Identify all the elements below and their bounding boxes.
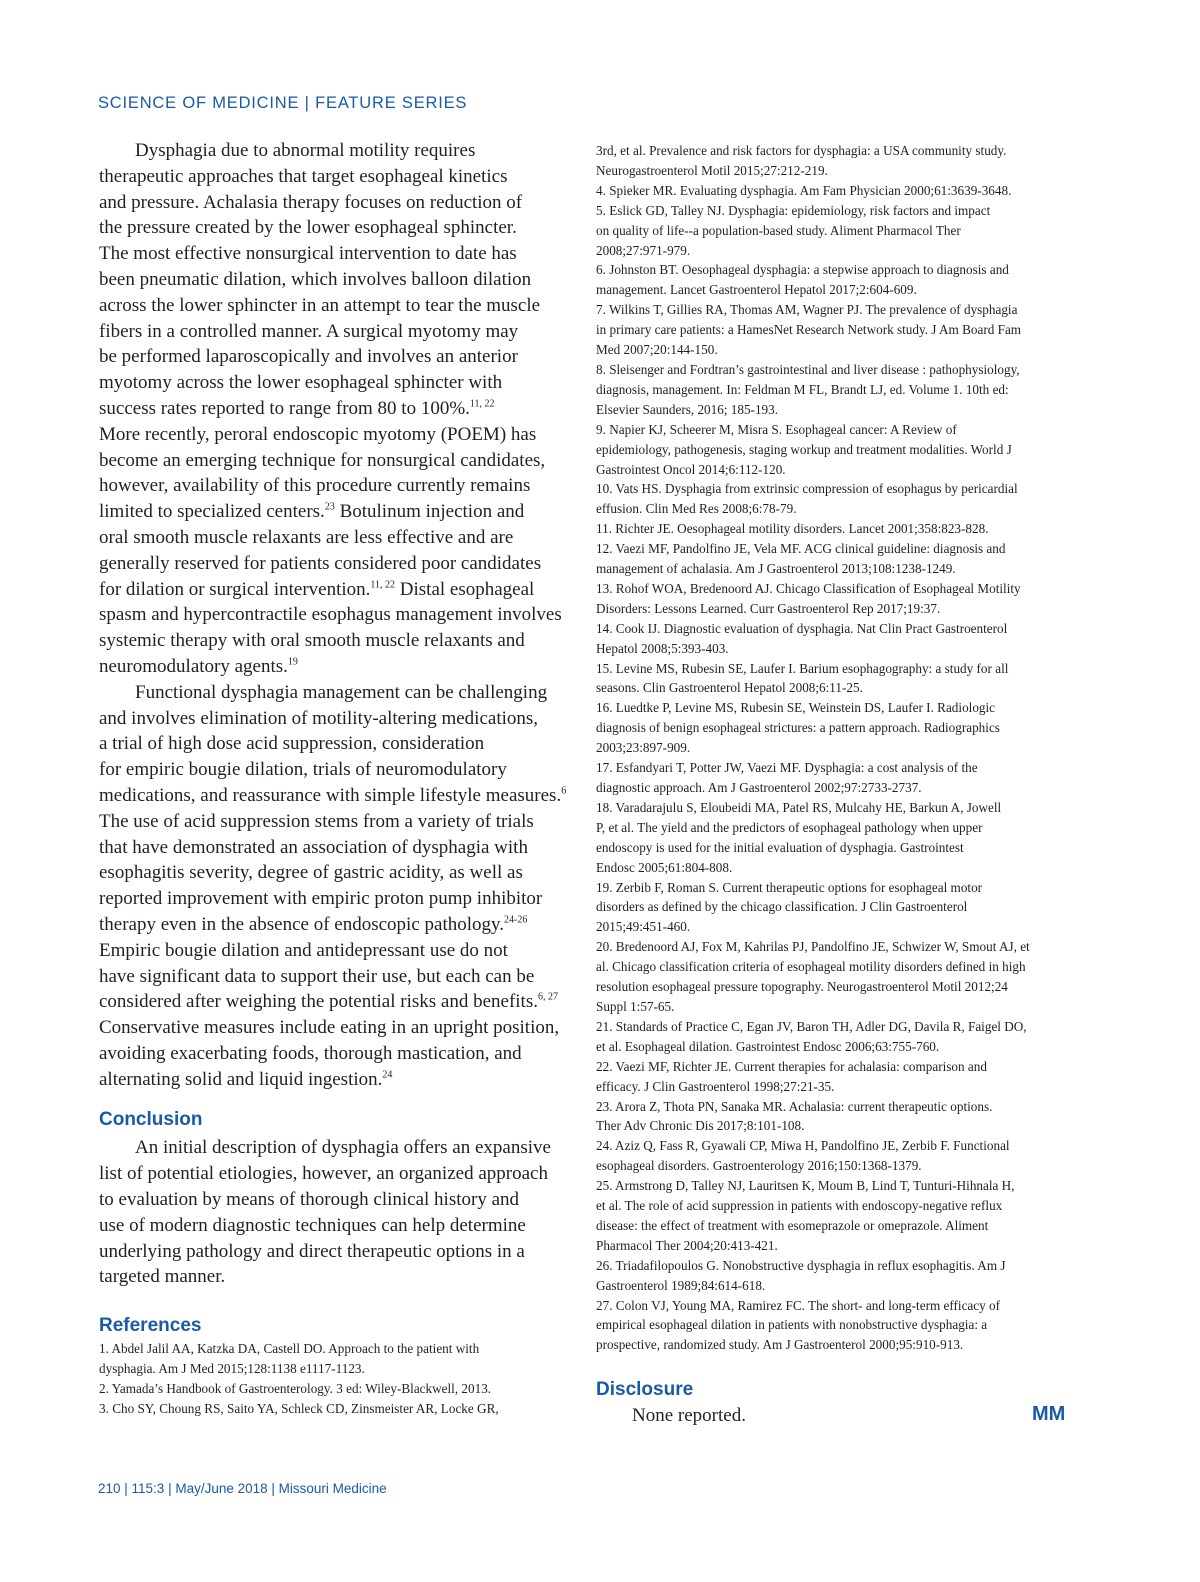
body-line: The most effective nonsurgical intervention to date has — [99, 243, 517, 265]
citation-sup: 19 — [287, 656, 298, 668]
reference-line: 17. Esfandyari T, Potter JW, Vaezi MF. Dysphagia: a cost analysis of the — [596, 760, 978, 776]
reference-line: management. Lancet Gastroenterol Hepatol 2017;2:604-609. — [596, 282, 917, 298]
reference-line: efficacy. J Clin Gastroenterol 1998;27:21-35. — [596, 1078, 835, 1094]
conclusion-line: underlying pathology and direct therapeutic options in a — [99, 1240, 525, 1262]
references-heading: References — [99, 1315, 202, 1337]
reference-line: 7. Wilkins T, Gillies RA, Thomas AM, Wagner PJ. The prevalence of dysphagia — [596, 302, 1018, 318]
right-column — [596, 141, 1072, 1427]
reference-line: on quality of life--a population-based study. Aliment Pharmacol Ther — [596, 222, 961, 238]
series-header: SCIENCE OF MEDICINE | FEATURE SERIES — [98, 94, 468, 112]
reference-line: 2015;49:451-460. — [596, 919, 691, 935]
left-column — [99, 138, 569, 1419]
body-line: More recently, peroral endoscopic myotomy (POEM) has — [99, 423, 537, 445]
conclusion-line: to evaluation by means of thorough clinical history and — [99, 1189, 520, 1211]
reference-line: 11. Richter JE. Oesophageal motility disorders. Lancet 2001;358:823-828. — [596, 521, 989, 537]
reference-line: 4. Spieker MR. Evaluating dysphagia. Am Fam Physician 2000;61:3639-3648. — [596, 182, 1012, 198]
body-line: Dysphagia due to abnormal motility requires — [135, 140, 476, 161]
reference-line: 12. Vaezi MF, Pandolfino JE, Vela MF. ACG clinical guideline: diagnosis and — [596, 541, 1006, 557]
references-right — [596, 141, 1072, 1355]
citation-sup: 11, 22 — [370, 579, 396, 591]
reference-line: esophageal disorders. Gastroenterology 2016;150:1368-1379. — [596, 1158, 922, 1174]
body-line: therapeutic approaches that target esophageal kinetics — [99, 165, 508, 187]
reference-line: 2003;23:897-909. — [596, 740, 691, 756]
reference-line: 14. Cook IJ. Diagnostic evaluation of dysphagia. Nat Clin Pract Gastroenterol — [596, 620, 1008, 636]
conclusion-line: targeted manner. — [99, 1266, 226, 1288]
reference-line: management of achalasia. Am J Gastroenterol 2013;108:1238-1249. — [596, 561, 956, 577]
body-line: the pressure created by the lower esophageal sphincter. — [99, 217, 517, 239]
reference-line: Disorders: Lessons Learned. Curr Gastroenterol Rep 2017;19:37. — [596, 600, 941, 616]
body-line: medications, and reassurance with simple lifestyle measures.$^6$ — [99, 784, 567, 806]
body-line: a trial of high dose acid suppression, consideration — [99, 733, 485, 755]
reference-line: 9. Napier KJ, Scheerer M, Misra S. Esophageal cancer: A Review of — [596, 421, 957, 437]
reference-line: 24. Aziz Q, Fass R, Gyawali CP, Miwa H, Pandolfino JE, Zerbib F. Functional — [596, 1138, 1010, 1154]
body-text — [99, 138, 569, 1092]
reference-line: disease: the effect of treatment with esomeprazole or omeprazole. Aliment — [596, 1217, 989, 1233]
body-line: Empiric bougie dilation and antidepressant use do not — [99, 939, 508, 961]
body-line: limited to specialized centers.$^{23}$ Botulinum injection and — [99, 501, 525, 523]
reference-line: Elsevier Saunders, 2016; 185-193. — [596, 401, 779, 417]
reference-line: 13. Rohof WOA, Bredenoord AJ. Chicago Classification of Esophageal Motility — [596, 580, 1021, 596]
reference-line: 5. Eslick GD, Talley NJ. Dysphagia: epidemiology, risk factors and impact — [596, 202, 991, 218]
body-line: Functional dysphagia management can be challenging — [135, 681, 548, 703]
reference-line: 23. Arora Z, Thota PN, Sanaka MR. Achalasia: current therapeutic options. — [596, 1098, 993, 1114]
conclusion-text — [99, 1135, 569, 1290]
reference-line: epidemiology, pathogenesis, staging workup and treatment modalities. World J — [596, 441, 1012, 457]
reference-line: Gastrointest Oncol 2014;6:112-120. — [596, 461, 786, 477]
reference-line: endoscopy is used for the initial evaluation of dysphagia. Gastrointest — [596, 839, 964, 855]
reference-line: 10. Vats HS. Dysphagia from extrinsic compression of esophagus by pericardial — [596, 481, 1018, 497]
body-line: generally reserved for patients considered poor candidates — [99, 552, 542, 574]
reference-line: 25. Armstrong D, Talley NJ, Lauritsen K, Moum B, Lind T, Tunturi-Hihnala H, — [596, 1178, 1015, 1194]
body-line: The use of acid suppression stems from a variety of trials — [99, 810, 534, 832]
body-line: therapy even in the absence of endoscopic pathology.$^{24-26}$ — [99, 913, 528, 935]
references-left — [99, 1339, 569, 1419]
citation-sup: 11, 22 — [469, 398, 495, 410]
citation-sup: 6 — [561, 785, 567, 797]
reference-line: resolution esophageal pressure topography. Neurogastroenterol Motil 2012;24 — [596, 979, 1008, 995]
body-line: and involves elimination of motility-altering medications, — [99, 707, 539, 729]
reference-line: seasons. Clin Gastroenterol Hepatol 2008;6:11-25. — [596, 680, 863, 696]
missouri-medicine-logo: MM — [1032, 1403, 1066, 1425]
reference-line: Med 2007;20:144-150. — [596, 342, 718, 358]
body-line: considered after weighing the potential risks and benefits.$^{6, 27}$ — [99, 991, 558, 1013]
citation-sup: 24 — [382, 1069, 393, 1081]
body-line: esophagitis severity, degree of gastric acidity, as well as — [99, 862, 523, 884]
body-line: neuromodulatory agents.$^{19}$ — [99, 655, 298, 677]
body-line: and pressure. Achalasia therapy focuses on reduction of — [99, 191, 523, 213]
conclusion-heading: Conclusion — [99, 1109, 203, 1131]
conclusion-line: list of potential etiologies, however, an organized approach — [99, 1163, 548, 1185]
reference-line: 21. Standards of Practice C, Egan JV, Baron TH, Adler DG, Davila R, Faigel DO, — [596, 1018, 1027, 1034]
conclusion-line: An initial description of dysphagia offers an expansive — [135, 1137, 551, 1159]
body-line: for dilation or surgical intervention.$^{11, 22}$ Distal esophageal — [99, 578, 535, 600]
reference-line: et al. Esophageal dilation. Gastrointest Endosc 2006;63:755-760. — [596, 1038, 940, 1054]
reference-line: 22. Vaezi MF, Richter JE. Current therapies for achalasia: comparison and — [596, 1058, 987, 1074]
reference-line: 18. Varadarajulu S, Eloubeidi MA, Patel RS, Mulcahy HE, Barkun A, Jowell — [596, 799, 1002, 815]
reference-line: Neurogastroenterol Motil 2015;27:212-219. — [596, 162, 828, 178]
conclusion-line: use of modern diagnostic techniques can help determine — [99, 1214, 526, 1236]
body-line: be performed laparoscopically and involves an anterior — [99, 346, 518, 368]
body-line: however, availability of this procedure currently remains — [99, 475, 531, 497]
reference-line: Ther Adv Chronic Dis 2017;8:101-108. — [596, 1118, 805, 1134]
body-line: oral smooth muscle relaxants are less effective and are — [99, 526, 514, 548]
reference-line: 27. Colon VJ, Young MA, Ramirez FC. The short- and long-term efficacy of — [596, 1297, 1001, 1313]
body-line: spasm and hypercontractile esophagus management involves — [99, 604, 562, 626]
reference-line: 3rd, et al. Prevalence and risk factors for dysphagia: a USA community study. — [596, 143, 1007, 158]
reference-line: Endosc 2005;61:804-808. — [596, 859, 733, 875]
page-footer: 210 | 115:3 | May/June 2018 | Missouri Medicine — [98, 1481, 387, 1496]
reference-line: 8. Sleisenger and Fordtran’s gastrointestinal and liver disease : pathophysiology, — [596, 361, 1020, 377]
body-line: been pneumatic dilation, which involves balloon dilation — [99, 268, 532, 290]
body-line: Conservative measures include eating in an upright position, — [99, 1017, 560, 1039]
reference-line: diagnosis, management. In: Feldman M FL, Brandt LJ, ed. Volume 1. 10th ed: — [596, 381, 1009, 397]
citation-sup: 6, 27 — [537, 991, 558, 1003]
reference-line: Gastroenterol 1989;84:614-618. — [596, 1277, 766, 1293]
reference-line: 20. Bredenoord AJ, Fox M, Kahrilas PJ, Pandolfino JE, Schwizer W, Smout AJ, et — [596, 939, 1030, 955]
reference-line: diagnosis of benign esophageal strictures: a pattern approach. Radiographics — [596, 720, 1000, 736]
reference-line: disorders as defined by the chicago classification. J Clin Gastroenterol — [596, 899, 968, 915]
reference-line: 2. Yamada’s Handbook of Gastroenterology. 3 ed: Wiley-Blackwell, 2013. — [99, 1381, 492, 1397]
body-line: for empiric bougie dilation, trials of neuromodulatory — [99, 759, 507, 781]
body-line: success rates reported to range from 80 to 100%.$^{11, 22}$ — [99, 397, 495, 419]
body-line: myotomy across the lower esophageal sphincter with — [99, 372, 503, 394]
reference-line: Pharmacol Ther 2004;20:413-421. — [596, 1237, 778, 1253]
reference-line: effusion. Clin Med Res 2008;6:78-79. — [596, 501, 797, 517]
reference-line: P, et al. The yield and the predictors of esophageal pathology when upper — [596, 819, 983, 835]
body-line: that have demonstrated an association of dysphagia with — [99, 836, 528, 858]
body-line: systemic therapy with oral smooth muscle relaxants and — [99, 630, 525, 652]
reference-line: dysphagia. Am J Med 2015;128:1138 e1117-1123. — [99, 1361, 365, 1377]
citation-sup: 23 — [324, 501, 335, 513]
body-line: avoiding exacerbating foods, thorough mastication, and — [99, 1042, 522, 1064]
body-line: become an emerging technique for nonsurgical candidates, — [99, 449, 546, 471]
reference-line: 19. Zerbib F, Roman S. Current therapeutic options for esophageal motor — [596, 879, 983, 895]
reference-line: 15. Levine MS, Rubesin SE, Laufer I. Barium esophagography: a study for all — [596, 660, 1009, 676]
reference-line: 6. Johnston BT. Oesophageal dysphagia: a stepwise approach to diagnosis and — [596, 262, 1009, 278]
reference-line: Hepatol 2008;5:393-403. — [596, 640, 729, 656]
reference-line: Suppl 1:57-65. — [596, 998, 675, 1014]
reference-line: al. Chicago classification criteria of esophageal motility disorders defined in high — [596, 959, 1026, 975]
reference-line: 1. Abdel Jalil AA, Katzka DA, Castell DO. Approach to the patient with — [99, 1341, 480, 1357]
reference-line: 3. Cho SY, Choung RS, Saito YA, Schleck CD, Zinsmeister AR, Locke GR, — [99, 1400, 499, 1416]
reference-line: empirical esophageal dilation in patients with nonobstructive dysphagia: a — [596, 1317, 988, 1333]
body-line: have significant data to support their use, but each can be — [99, 965, 535, 987]
reference-line: diagnostic approach. Am J Gastroenterol 2002;97:2733-2737. — [596, 780, 922, 795]
body-line: across the lower sphincter in an attempt to tear the muscle — [99, 294, 541, 316]
reference-line: in primary care patients: a HamesNet Research Network study. J Am Board Fam — [596, 322, 1022, 338]
body-line: alternating solid and liquid ingestion.$^{24}$ — [99, 1068, 393, 1090]
reference-line: 26. Triadafilopoulos G. Nonobstructive dysphagia in reflux esophagitis. Am J — [596, 1257, 1006, 1273]
reference-line: et al. The role of acid suppression in patients with endoscopy-negative reflux — [596, 1198, 1003, 1214]
body-line: reported improvement with empiric proton pump inhibitor — [99, 888, 543, 910]
disclosure-heading: Disclosure — [596, 1379, 694, 1401]
reference-line: 16. Luedtke P, Levine MS, Rubesin SE, Weinstein DS, Laufer I. Radiologic — [596, 700, 996, 716]
body-line: fibers in a controlled manner. A surgical myotomy may — [99, 320, 519, 342]
reference-line: prospective, randomized study. Am J Gastroenterol 2000;95:910-913. — [596, 1337, 964, 1353]
citation-sup: 24-26 — [504, 914, 528, 926]
disclosure-text: None reported. — [632, 1405, 746, 1427]
reference-line: 2008;27:971-979. — [596, 242, 691, 258]
